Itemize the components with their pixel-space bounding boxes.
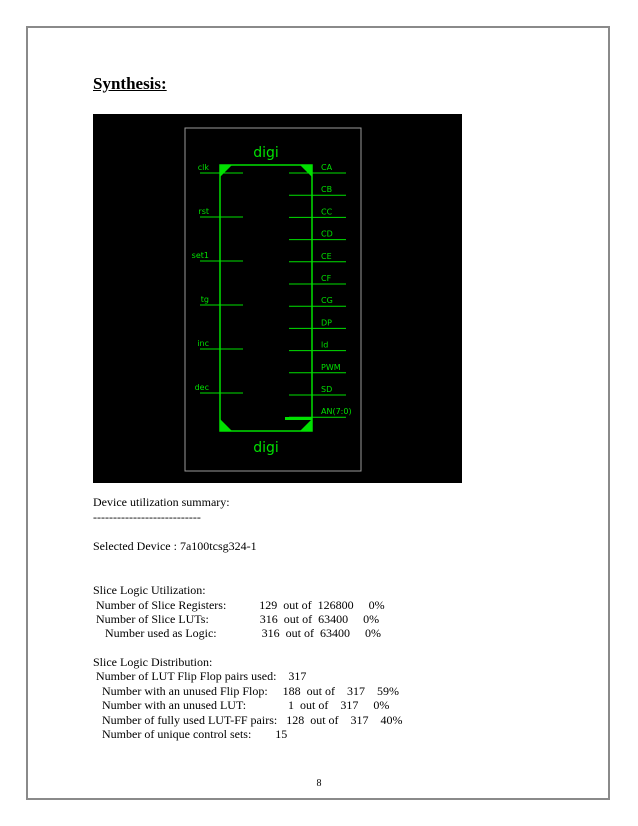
row-control-sets: Number of unique control sets: 15 bbox=[93, 727, 288, 741]
row-slice-luts: Number of Slice LUTs: 316 out of 63400 0% bbox=[93, 612, 380, 626]
output-pin-label-cd: CD bbox=[321, 229, 333, 239]
output-pin-label-cg: CG bbox=[321, 296, 333, 306]
output-pin-label-pwm: PWM bbox=[321, 362, 341, 372]
corner-marker-tr bbox=[300, 165, 312, 177]
row-fully-used-pairs: Number of fully used LUT-FF pairs: 128 out of 317 40% bbox=[93, 713, 403, 727]
corner-marker-br bbox=[300, 419, 312, 431]
separator-line: --------------------------- bbox=[93, 510, 201, 524]
row-unused-flip-flop: Number with an unused Flip Flop: 188 out of 317 59% bbox=[93, 684, 399, 698]
corner-marker-bl bbox=[220, 419, 232, 431]
output-pin-label-ca: CA bbox=[321, 163, 333, 172]
output-pin-label-cb: CB bbox=[321, 185, 333, 195]
corner-marker-tl bbox=[220, 165, 232, 177]
logic-utilization-title: Slice Logic Utilization: bbox=[93, 583, 206, 597]
row-lut-ff-pairs: Number of LUT Flip Flop pairs used: 317 bbox=[93, 669, 307, 683]
input-pin-label-rst: rst bbox=[198, 207, 209, 216]
input-pin-label-tg: tg bbox=[200, 295, 209, 304]
page-number: 8 bbox=[316, 778, 322, 789]
output-pin-label-cc: CC bbox=[321, 207, 333, 217]
output-pin-label-cf: CF bbox=[321, 274, 332, 283]
section-heading: Synthesis: bbox=[93, 74, 167, 93]
row-used-as-logic: Number used as Logic: 316 out of 63400 0% bbox=[93, 626, 381, 640]
module-name-top: digi bbox=[253, 145, 279, 161]
symbol-frame bbox=[185, 128, 361, 471]
row-slice-registers: Number of Slice Registers: 129 out of 126800 0% bbox=[93, 598, 385, 612]
output-pin-label-dp: DP bbox=[321, 318, 332, 328]
input-pins bbox=[192, 163, 243, 393]
schematic-canvas bbox=[93, 114, 462, 483]
output-pins bbox=[289, 163, 352, 417]
input-pin-label-set1: set1 bbox=[191, 251, 209, 260]
distribution-title: Slice Logic Distribution: bbox=[93, 655, 213, 669]
output-pin-label-sd: SD bbox=[321, 385, 333, 394]
module-name-bottom: digi bbox=[253, 440, 279, 456]
output-pin-label-ce: CE bbox=[321, 251, 332, 261]
module-body bbox=[220, 165, 312, 431]
input-pin-label-clk: clk bbox=[197, 163, 209, 172]
rtl-schematic bbox=[93, 114, 462, 483]
input-pin-label-inc: inc bbox=[197, 339, 209, 348]
output-pin-label-an70: AN(7:0) bbox=[321, 407, 352, 417]
input-pin-label-dec: dec bbox=[194, 383, 209, 392]
row-unused-lut: Number with an unused LUT: 1 out of 317 0% bbox=[93, 698, 390, 712]
selected-device: Selected Device : 7a100tcsg324-1 bbox=[93, 539, 257, 553]
summary-title: Device utilization summary: bbox=[93, 495, 230, 509]
output-pin-label-ld: ld bbox=[321, 340, 329, 350]
